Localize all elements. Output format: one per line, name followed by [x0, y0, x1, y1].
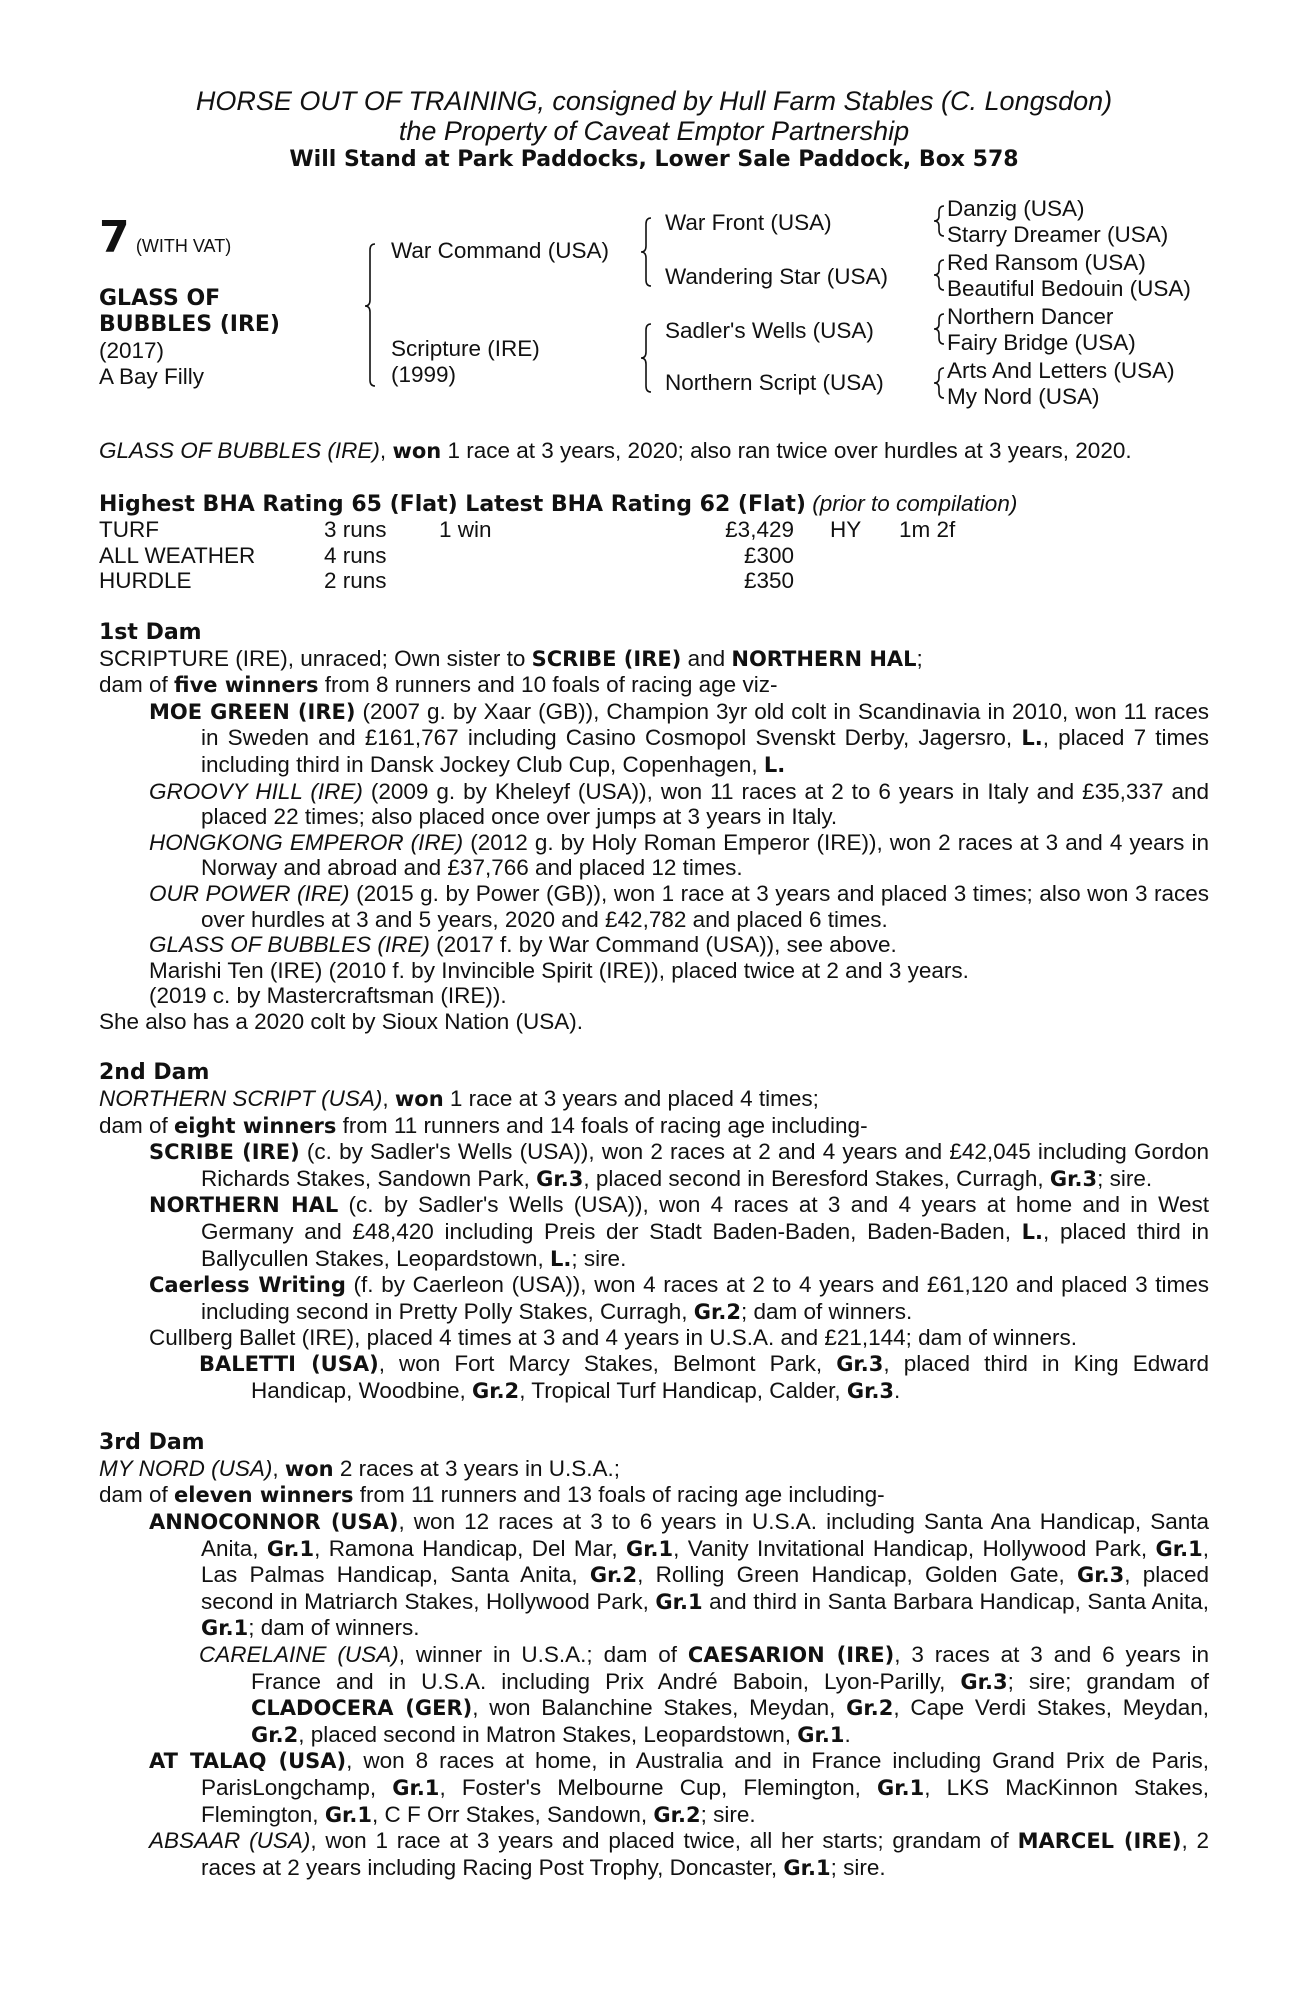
third-dam-line1: MY NORD (USA), won 2 races at 3 years in U.S.A.; [99, 1455, 621, 1481]
first-dam-progeny-2: GROOVY HILL (IRE) (2009 g. by Kheleyf (USA)), won 11 races at 2 to 6 years in Italy and £35,337 and placed 22 times; also placed once over jumps at 3 years in Italy. [149, 778, 1209, 830]
race-summary: GLASS OF BUBBLES (IRE), won 1 race at 3 years, 2020; also ran twice over hurdles at 3 years, 2020. [99, 438, 1132, 463]
third-dam-line2: dam of eleven winners from 11 runners and 13 foals of racing age including- [99, 1482, 885, 1508]
ggp-6: Fairy Bridge (USA) [947, 330, 1136, 355]
second-dam-progeny-2: NORTHERN HAL (c. by Sadler's Wells (USA)), won 4 races at 3 and 4 years at home and in West Germany and £48,420 including Preis der Stadt Baden-Baden, Baden-Baden, L., placed third in Ballycullen Stakes, Leopardstown, L.; sire. [149, 1192, 1209, 1271]
first-dam-note: She also has a 2020 colt by Sioux Nation (USA). [99, 1008, 584, 1034]
ggp-7: Arts And Letters (USA) [947, 358, 1175, 383]
dam-name: Scripture (IRE) [391, 336, 540, 361]
third-dam-progeny-2: CARELAINE (USA), winner in U.S.A.; dam of CAESARION (IRE), 3 races at 3 and 6 years in France and in U.S.A. including Prix André Baboin, Lyon-Parilly, Gr.3; sire; grandam of CLADOCERA (GER), won Balanchine Stakes, Meydan, Gr.2, Cape Verdi Stakes, Meydan, Gr.2, placed second in Matron Stakes, Leopardstown, Gr.1. [199, 1641, 1210, 1747]
row-turf-distance: 1m 2f [899, 517, 956, 543]
sire-dam: Wandering Star (USA) [665, 264, 888, 289]
row-aw-going [794, 543, 899, 569]
lot-name-line2: BUBBLES (IRE) [99, 312, 280, 337]
sire-name: War Command (USA) [391, 238, 609, 263]
row-hurdle-going [794, 568, 899, 594]
consignor-line: HORSE OUT OF TRAINING, consigned by Hull Farm Stables (C. Longsdon) [195, 86, 1113, 116]
third-dam-section [99, 1430, 1209, 1881]
ggp-1: Danzig (USA) [947, 196, 1085, 221]
row-turf-surface: TURF [99, 517, 159, 543]
first-dam-line2: dam of five winners from 8 runners and 10 foals of racing age viz- [99, 672, 778, 698]
lot-number: 7 [99, 212, 130, 263]
row-hurdle-prize: £350 [743, 568, 794, 594]
row-turf-prize: £3,429 [725, 517, 794, 543]
row-turf-runs: 3 runs [324, 517, 387, 543]
catalogue-page [99, 86, 1209, 1881]
row-hurdle-wins [439, 568, 679, 594]
row-hurdle-distance [899, 568, 999, 594]
row-turf-wins: 1 win [439, 517, 492, 543]
row-turf-going: HY [830, 517, 862, 543]
ggp-3: Red Ransom (USA) [947, 250, 1146, 275]
row-aw-distance [899, 543, 999, 569]
first-dam-progeny-3: HONGKONG EMPEROR (IRE) (2012 g. by Holy Roman Emperor (IRE)), won 2 races at 3 and 4 years in Norway and abroad and £37,766 and placed 12 times. [149, 829, 1209, 881]
ggp-4: Beautiful Bedouin (USA) [947, 276, 1191, 301]
second-dam-progeny-5: BALETTI (USA), won Fort Marcy Stakes, Belmont Park, Gr.3, placed third in King Edward Handicap, Woodbine, Gr.2, Tropical Turf Handicap, Calder, Gr.3. [199, 1351, 1209, 1403]
first-dam-section [99, 620, 1209, 1035]
dam-year: (1999) [391, 362, 457, 387]
dam-sire: Sadler's Wells (USA) [665, 318, 874, 343]
first-dam-progeny-6: Marishi Ten (IRE) (2010 f. by Invincible Spirit (IRE)), placed twice at 2 and 3 years. [149, 957, 969, 983]
first-dam-progeny-4: OUR POWER (IRE) (2015 g. by Power (GB)), won 1 race at 3 years and placed 3 times; also won 3 races over hurdles at 3 and 5 years, 2020 and £42,782 and placed 6 times. [149, 880, 1210, 932]
lot-description: A Bay Filly [99, 364, 205, 389]
first-dam-line1: SCRIPTURE (IRE), unraced; Own sister to SCRIBE (IRE) and NORTHERN HAL; [99, 645, 923, 671]
third-dam-progeny-3: AT TALAQ (USA), won 8 races at home, in Australia and in France including Grand Prix de Paris, ParisLongchamp, Gr.1, Foster's Melbourne Cup, Flemington, Gr.1, LKS MacKinnon Stakes, Flemington, Gr.1, C F Orr Stakes, Sandown, Gr.2; sire. [149, 1748, 1209, 1827]
third-dam-progeny-4: ABSAAR (USA), won 1 race at 3 years and placed twice, all her starts; grandam of MARCEL (IRE), 2 races at 2 years including Racing Post Trophy, Doncaster, Gr.1; sire. [149, 1828, 1209, 1880]
lot-year: (2017) [99, 338, 165, 363]
pedigree-table [99, 196, 1209, 432]
lot-name-line1: GLASS OF [99, 286, 221, 311]
ggp-2: Starry Dreamer (USA) [947, 222, 1169, 247]
second-dam-line1: NORTHERN SCRIPT (USA), won 1 race at 3 years and placed 4 times; [99, 1086, 819, 1112]
ggp-8: My Nord (USA) [947, 384, 1100, 409]
first-dam-progeny-7: (2019 c. by Mastercraftsman (IRE)). [149, 983, 507, 1009]
first-dam-progeny-5: GLASS OF BUBBLES (IRE) (2017 f. by War Command (USA)), see above. [149, 932, 897, 958]
row-hurdle-runs: 2 runs [324, 568, 387, 594]
sire-sire: War Front (USA) [665, 210, 832, 235]
row-hurdle-surface: HURDLE [99, 568, 192, 594]
lot-number-block [99, 212, 232, 263]
race-record-table [99, 517, 1209, 594]
row-aw-surface: ALL WEATHER [99, 542, 256, 568]
ratings-heading: Highest BHA Rating 65 (Flat) Latest BHA Rating 62 (Flat) (prior to compilation) [99, 490, 1018, 517]
location-line: Will Stand at Park Paddocks, Lower Sale Paddock, Box 578 [289, 147, 1019, 172]
row-aw-wins [439, 543, 679, 569]
vat-note: (WITH VAT) [135, 236, 232, 256]
second-dam-progeny-3: Caerless Writing (f. by Caerleon (USA)), won 4 races at 2 to 4 years and £61,120 and placed 3 times including second in Pretty Polly Stakes, Curragh, Gr.2; dam of winners. [149, 1272, 1209, 1324]
second-dam-progeny-4: Cullberg Ballet (IRE), placed 4 times at 3 and 4 years in U.S.A. and £21,144; dam of winners. [149, 1325, 1077, 1351]
third-dam-heading: 3rd Dam [99, 1430, 205, 1456]
ratings-block [99, 491, 1209, 594]
second-dam-heading: 2nd Dam [99, 1060, 210, 1086]
row-aw-prize: £300 [743, 542, 794, 568]
ggp-5: Northern Dancer [947, 304, 1114, 329]
second-dam-section [99, 1060, 1209, 1404]
first-dam-progeny-1: MOE GREEN (IRE) (2007 g. by Xaar (GB)), Champion 3yr old colt in Scandinavia in 2010, won 11 races in Sweden and £161,767 including Casino Cosmopol Svenskt Derby, Jagersro, L., placed 7 times including third in Dansk Jockey Club Cup, Copenhagen, L. [149, 698, 1209, 777]
row-aw-runs: 4 runs [324, 542, 387, 568]
third-dam-progeny-1: ANNOCONNOR (USA), won 12 races at 3 to 6 years in U.S.A. including Santa Ana Handicap, Santa Anita, Gr.1, Ramona Handicap, Del Mar, Gr.1, Vanity Invitational Handicap, Hollywood Park, Gr.1, Las Palmas Handicap, Santa Anita, Gr.2, Rolling Green Handicap, Golden Gate, Gr.3, placed second in Matriarch Stakes, Hollywood Park, Gr.1 and third in Santa Barbara Handicap, Santa Anita, Gr.1; dam of winners. [149, 1508, 1210, 1641]
second-dam-progeny-1: SCRIBE (IRE) (c. by Sadler's Wells (USA)), won 2 races at 2 and 4 years and £42,045 including Gordon Richards Stakes, Sandown Park, Gr.3, placed second in Beresford Stakes, Curragh, Gr.3; sire. [149, 1139, 1209, 1191]
first-dam-heading: 1st Dam [99, 619, 202, 645]
second-dam-line2: dam of eight winners from 11 runners and 14 foals of racing age including- [99, 1112, 868, 1138]
dam-dam: Northern Script (USA) [665, 370, 884, 395]
property-line: the Property of Caveat Emptor Partnership [398, 116, 910, 146]
